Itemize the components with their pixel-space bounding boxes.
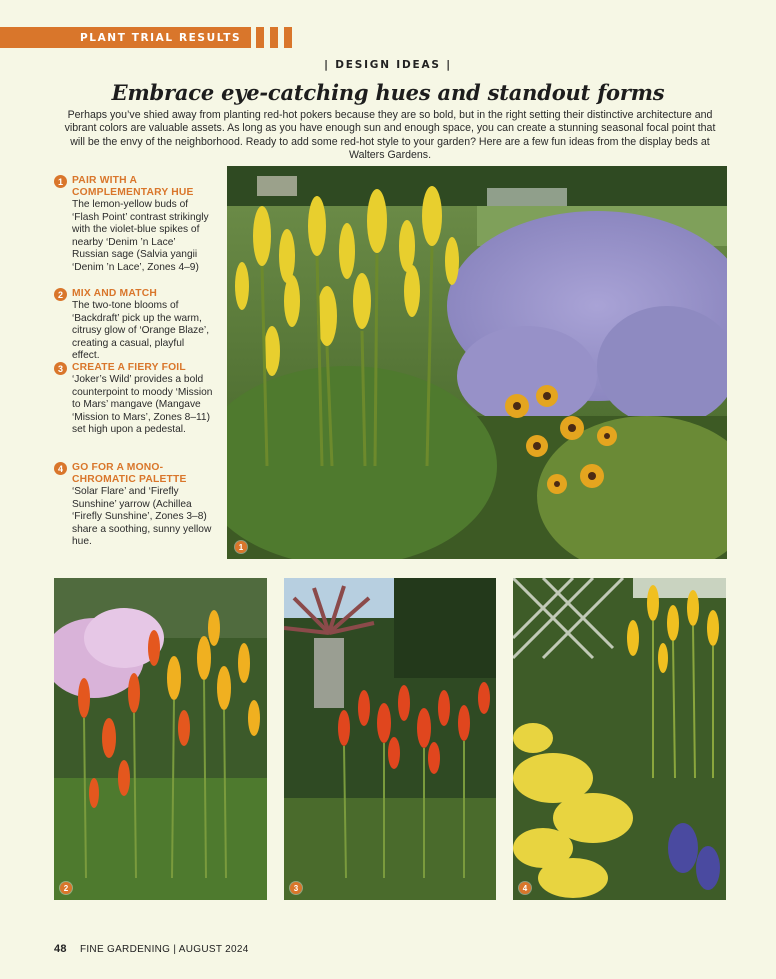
- footer-separator: |: [173, 944, 177, 955]
- photo-orange-pokers-phlox: [54, 578, 267, 900]
- photo-number-badge: 3: [290, 882, 302, 894]
- page-number: 48: [54, 943, 67, 955]
- idea-item: [54, 288, 214, 363]
- kicker: | DESIGN IDEAS |: [324, 59, 452, 71]
- idea-number: 3: [54, 362, 67, 375]
- banner-bar: [270, 27, 278, 48]
- page-footer: [54, 943, 249, 955]
- photo-red-pokers-mangave: [284, 578, 496, 900]
- banner-bar: [284, 27, 292, 48]
- idea-title: MIX AND MATCH: [72, 288, 157, 299]
- idea-item: [54, 362, 214, 437]
- banner-bar: [256, 27, 264, 48]
- idea-body: ‘Joker’s Wild’ provides a bold counterpoint to moody ‘Mission to Mars’ mangave (Mangave ‘Mission to Mars’, Zones 8–11) set high upon a pedestal.: [72, 374, 213, 436]
- idea-body: The two-tone blooms of ‘Backdraft’ pick up the warm, citrusy glow of ‘Orange Blaze’, creating a casual, playful effect.: [72, 300, 210, 362]
- photo-yellow-pokers-yarrow: [513, 578, 726, 900]
- section-banner: [0, 27, 251, 48]
- magazine-name: FINE GARDENING: [79, 944, 171, 955]
- idea-number: 1: [54, 175, 67, 188]
- photo-number-badge: 1: [235, 541, 247, 553]
- idea-item: [54, 175, 214, 275]
- idea-body: The lemon-yellow buds of ‘Flash Point’ contrast strikingly with the violet-blue spikes of nearby ‘Denim ’n Lace’ Russian sage (Salvia yangii ‘Denim ’n Lace’, Zones 4–9): [72, 199, 209, 273]
- photo-yellow-pokers-russian-sage: [227, 166, 727, 559]
- intro-paragraph: Perhaps you’ve shied away from planting red-hot pokers because they are so bold, but in the right setting their distinctive architecture and vibrant colors are valuable assets. As long as you have enough sun and enough space, you can create a stunning seasonal focal point that will be the envy of the neighborhood. Ready to add some red-hot style to your garden? Here are a few fun ideas from the display beds at Walters Gardens.: [64, 109, 716, 162]
- idea-number: 2: [54, 288, 67, 301]
- issue-date: AUGUST 2024: [178, 944, 249, 955]
- photo-number-badge: 4: [519, 882, 531, 894]
- idea-title: CREATE A FIERY FOIL: [72, 362, 186, 373]
- photo-number-badge: 2: [60, 882, 72, 894]
- headline: Embrace eye-catching hues and standout forms: [111, 80, 665, 105]
- idea-body: ‘Solar Flare’ and ‘Firefly Sunshine’ yarrow (Achillea ‘Firefly Sunshine’, Zones 3–8) share a soothing, sunny yellow hue.: [72, 486, 212, 548]
- section-label: PLANT TRIAL RESULTS: [80, 31, 242, 44]
- idea-item: [54, 462, 214, 549]
- idea-title: PAIR WITH A COMPLEMENTARY HUE: [72, 175, 194, 198]
- idea-number: 4: [54, 462, 67, 475]
- idea-title: GO FOR A MONO-CHROMATIC PALETTE: [72, 462, 187, 485]
